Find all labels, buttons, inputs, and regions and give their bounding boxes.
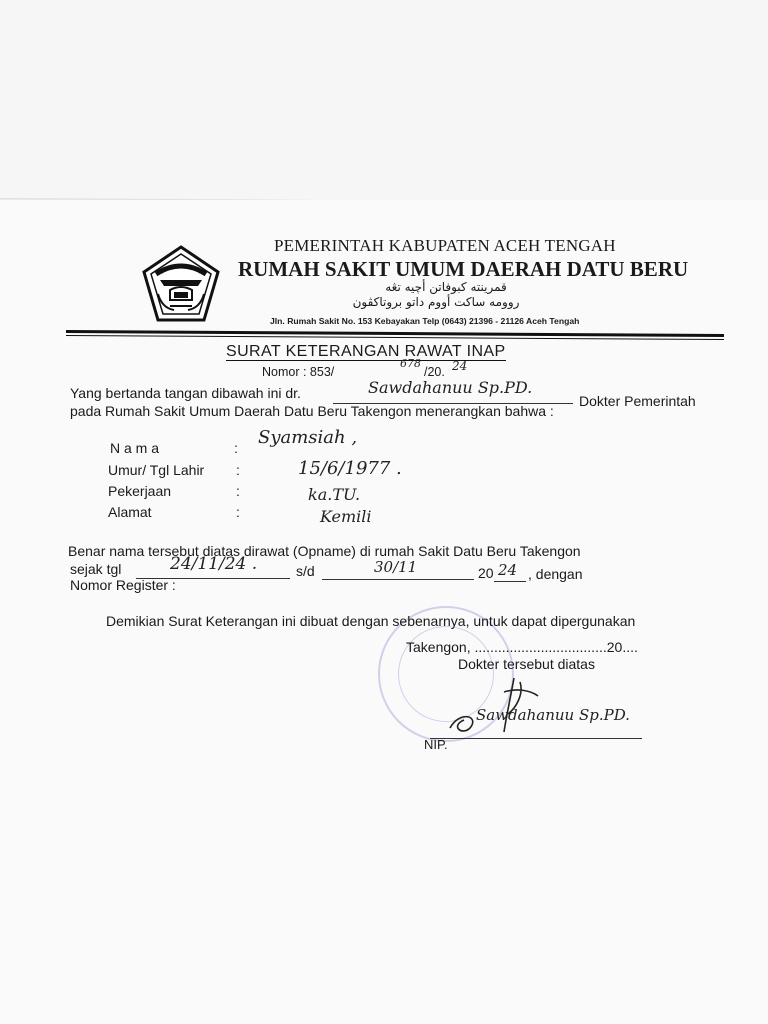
field-age-label: Umur/ Tgl Lahir xyxy=(108,462,205,478)
header-hospital-name: RUMAH SAKIT UMUM DAERAH DATU BERU xyxy=(238,257,689,281)
header-jawi-line2: روومه ساكت أووم داتو بروتاكڤون xyxy=(352,295,520,309)
intro-line1-a: Yang bertanda tangan dibawah ini dr. xyxy=(70,385,301,401)
number-handwritten: 678 xyxy=(400,357,421,370)
year2-label: 20 xyxy=(478,565,494,581)
field-job-value: ka.TU. xyxy=(308,485,361,504)
number-label: Nomor : 853/ xyxy=(262,365,335,379)
field-name-label: N a m a xyxy=(110,440,160,456)
closing-line: Demikian Surat Keterangan ini dibuat dengan sebenarnya, untuk dapat dipergunakan xyxy=(106,613,636,629)
until-label: s/d xyxy=(296,563,315,579)
year-label: /20. xyxy=(424,365,445,379)
header-jawi-line1: قمرينته كبوفاتن أچيه تڠه xyxy=(385,280,507,294)
doctor-name-handwritten: Sawdahanuu Sp.PD. xyxy=(368,378,533,397)
regency-emblem-icon xyxy=(140,244,222,324)
signature-line xyxy=(430,738,642,739)
since-date-handwritten: 24/11/24 . xyxy=(170,554,258,574)
field-age-value: 15/6/1977 . xyxy=(298,458,402,479)
header-address: Jln. Rumah Sakit No. 153 Kebayakan Telp (0643) 21396 - 21126 Aceh Tengah xyxy=(270,316,580,326)
since-label: sejak tgl xyxy=(70,561,122,577)
field-name-colon: : xyxy=(234,440,238,456)
field-job-colon: : xyxy=(236,483,240,499)
field-name-value: Syamsiah , xyxy=(258,427,358,448)
year2-handwritten: 24 xyxy=(498,561,518,579)
field-address-colon: : xyxy=(236,504,240,520)
nip-label: NIP. xyxy=(424,737,448,752)
document-title: SURAT KETERANGAN RAWAT INAP xyxy=(226,343,506,360)
signature-name-handwritten: Sawdahanuu Sp.PD. xyxy=(476,706,630,724)
until-date-line xyxy=(322,579,474,580)
until-date-handwritten: 30/11 xyxy=(374,558,418,576)
year-handwritten: 24 xyxy=(452,359,468,373)
signature xyxy=(420,670,610,740)
dengan-label: , dengan xyxy=(528,566,583,582)
intro-line1-b: Dokter Pemerintah xyxy=(579,393,696,409)
field-address-value: Kemili xyxy=(320,507,372,526)
field-address-label: Alamat xyxy=(108,504,152,520)
place-date: Takengon, ..................................20.... xyxy=(406,639,638,655)
doctor-label: Dokter tersebut diatas xyxy=(458,656,595,672)
body-line1: Benar nama tersebut diatas dirawat (Opname) di rumah Sakit Datu Beru Takengon xyxy=(68,543,581,559)
intro-line2: pada Rumah Sakit Umum Daerah Datu Beru Takengon menerangkan bahwa : xyxy=(70,403,554,419)
register-label: Nomor Register : xyxy=(70,577,176,593)
field-age-colon: : xyxy=(236,462,240,478)
header-government: PEMERINTAH KABUPATEN ACEH TENGAH xyxy=(274,236,616,255)
year2-line xyxy=(494,581,526,582)
field-job-label: Pekerjaan xyxy=(108,483,172,499)
background-top xyxy=(0,0,768,200)
